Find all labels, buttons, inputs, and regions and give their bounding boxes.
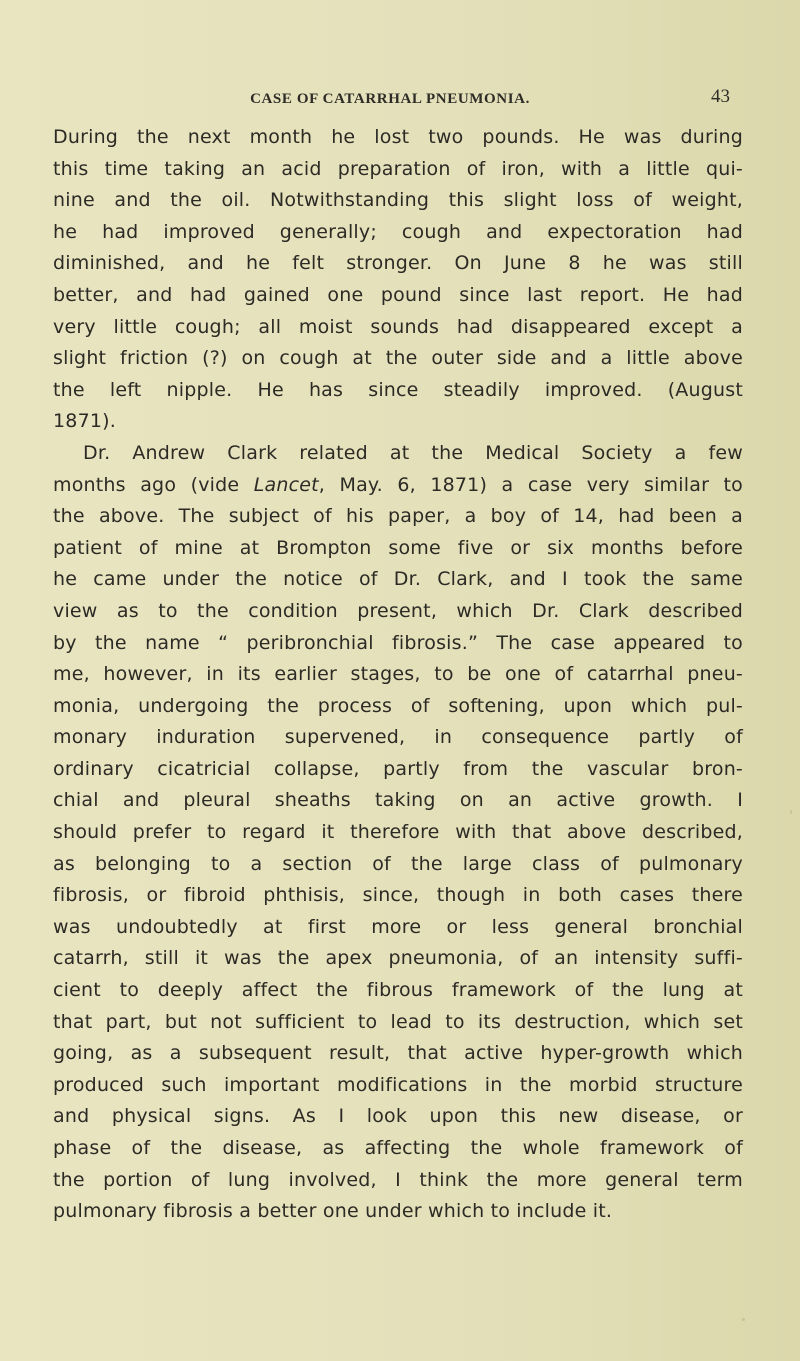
body-text — [53, 122, 743, 1228]
text-line: the left nipple. He has since steadily improved. (August — [53, 378, 743, 401]
text-line: pulmonary fibrosis a better one under which to include it. — [53, 1200, 613, 1223]
text-segment: months ago (vide — [53, 473, 254, 496]
text-line: chial and pleural sheaths taking on an active growth. I — [53, 789, 743, 812]
page-number: 43 — [711, 86, 730, 107]
text-line: and physical signs. As I look upon this new disease, or — [53, 1105, 743, 1128]
text-line: this time taking an acid preparation of iron, with a little qui- — [53, 157, 743, 180]
text-line: patient of mine at Brompton some five or six months before — [53, 536, 743, 559]
text-line: ordinary cicatricial collapse, partly from the vascular bron- — [53, 757, 743, 780]
journal-title: Lancet — [253, 473, 319, 496]
text-line: the portion of lung involved, I think the more general term — [53, 1168, 743, 1191]
text-line: was undoubtedly at first more or less general bronchial — [53, 915, 743, 938]
paper-speck — [790, 810, 792, 814]
text-line: phase of the disease, as affecting the whole framework of — [53, 1137, 743, 1159]
text-line: very little cough; all moist sounds had disappeared except a — [53, 315, 743, 338]
text-line: better, and had gained one pound since last report. He had — [53, 283, 743, 306]
text-segment: , May. 6, 1871) a case very similar to — [318, 473, 743, 496]
text-line: as belonging to a section of the large class of pulmonary — [53, 852, 743, 875]
text-line: diminished, and he felt stronger. On June 8 he was still — [53, 252, 743, 275]
text-line: going, as a subsequent result, that active hyper-growth which — [53, 1042, 743, 1065]
text-line: monia, undergoing the process of softening, upon which pul- — [53, 694, 743, 717]
text-line — [53, 470, 743, 502]
text-line: view as to the condition present, which Dr. Clark described — [53, 599, 743, 622]
text-line: should prefer to regard it therefore with that above described, — [53, 821, 743, 844]
text-line: produced such important modifications in the morbid structure — [53, 1073, 743, 1096]
text-line: he had improved generally; cough and expectoration had — [53, 220, 743, 243]
text-line: cient to deeply affect the fibrous framework of the lung at — [53, 979, 743, 1002]
running-head — [50, 86, 730, 113]
text-line: me, however, in its earlier stages, to be one of catarrhal pneu- — [53, 663, 743, 686]
text-line: catarrh, still it was the apex pneumonia, of an intensity suffi- — [53, 947, 743, 970]
text-line: 1871). — [53, 410, 117, 433]
text-line: monary induration supervened, in consequence partly of — [53, 726, 743, 749]
text-line: slight friction (?) on cough at the outer side and a little above — [53, 347, 743, 370]
paper-speck — [742, 1318, 745, 1321]
text-line: fibrosis, or fibroid phthisis, since, though in both cases there — [53, 884, 743, 907]
running-title: CASE OF CATARRHAL PNEUMONIA. — [250, 91, 530, 107]
text-line: by the name “ peribronchial fibrosis.” The case appeared to — [53, 631, 743, 654]
text-line: that part, but not sufficient to lead to its destruction, which set — [53, 1010, 743, 1033]
text-line: the above. The subject of his paper, a boy of 14, had been a — [53, 505, 743, 528]
text-line: he came under the notice of Dr. Clark, and I took the same — [53, 568, 743, 591]
text-line: nine and the oil. Notwithstanding this slight loss of weight, — [53, 189, 743, 212]
text-line: Dr. Andrew Clark related at the Medical Society a few — [83, 441, 743, 464]
text-line: During the next month he lost two pounds. He was during — [53, 126, 743, 148]
